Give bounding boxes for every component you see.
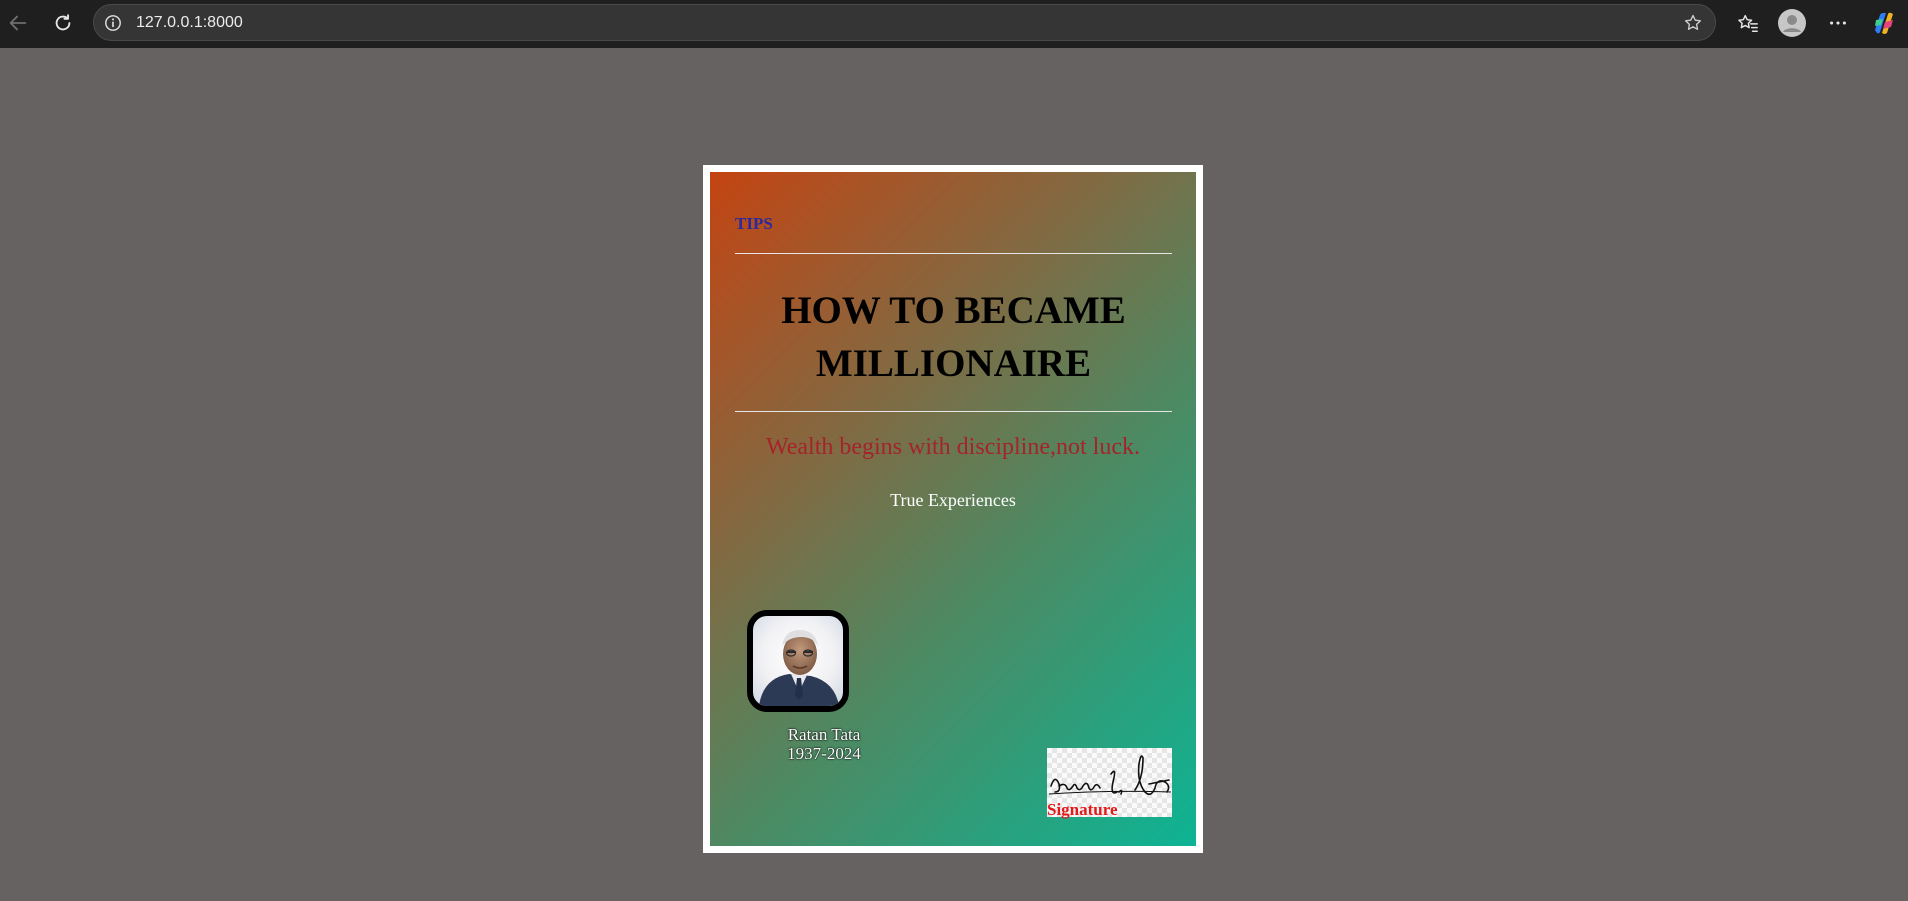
- profile-button[interactable]: [1777, 8, 1807, 38]
- millionaire-card: [710, 172, 1196, 846]
- browser-toolbar: [0, 0, 1908, 48]
- more-dots-icon: [1827, 12, 1849, 34]
- bottom-divider: [735, 411, 1172, 412]
- site-info-icon[interactable]: [103, 13, 123, 33]
- favorite-star-button[interactable]: [1681, 11, 1705, 35]
- back-button[interactable]: [3, 8, 33, 38]
- title-line-2: MILLIONAIRE: [815, 342, 1092, 385]
- portrait-illustration: [753, 616, 843, 706]
- card-title: [735, 284, 1172, 390]
- tips-tag: TIPS: [735, 214, 773, 233]
- quote-text: Wealth begins with discipline,not luck.: [765, 434, 1140, 460]
- subtitle-text: True Experiences: [890, 490, 1016, 510]
- star-icon: [1683, 13, 1703, 33]
- person-name: Ratan Tata: [787, 725, 861, 744]
- more-options-button[interactable]: [1823, 8, 1853, 38]
- title-line-1: HOW TO BECAME: [781, 289, 1126, 332]
- top-divider: [735, 253, 1172, 254]
- copilot-icon: [1871, 10, 1897, 36]
- copilot-button[interactable]: [1869, 8, 1899, 38]
- signature-label: Signature: [1047, 800, 1118, 819]
- person-years: 1937-2024: [787, 744, 861, 763]
- reload-icon: [52, 12, 74, 34]
- url-text[interactable]: 127.0.0.1:8000: [136, 14, 243, 31]
- address-bar[interactable]: [93, 4, 1716, 41]
- avatar-icon: [1778, 9, 1806, 37]
- person-portrait: [747, 610, 849, 712]
- favorites-list-icon: [1737, 12, 1759, 34]
- reload-button[interactable]: [48, 8, 78, 38]
- favorites-button[interactable]: [1733, 8, 1763, 38]
- card-frame: [703, 165, 1203, 853]
- back-arrow-icon: [7, 12, 29, 34]
